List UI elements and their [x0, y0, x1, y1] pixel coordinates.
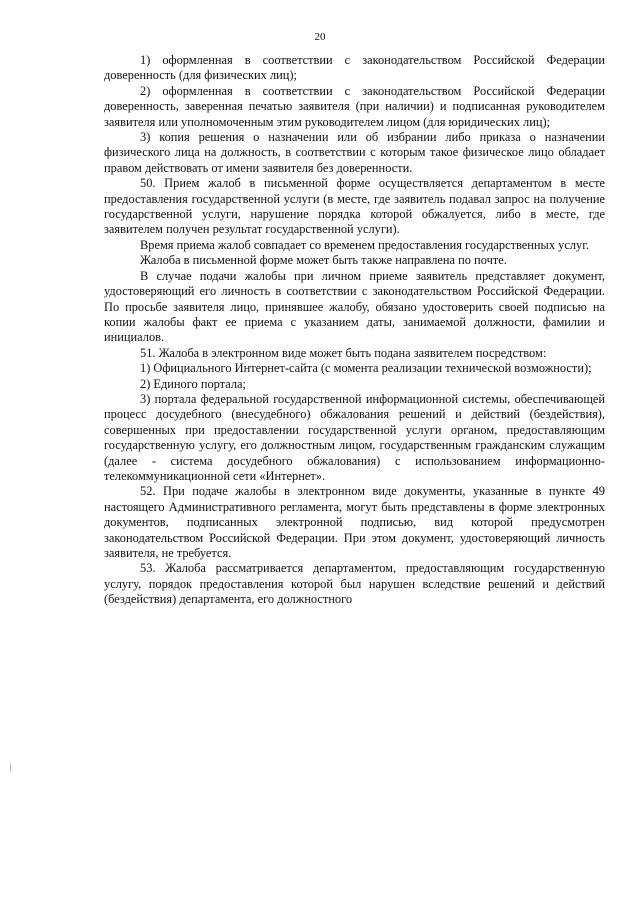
paragraph-51-item-3: 3) портала федеральной государственной информационной системы, обеспечивающей процесс досудебного (внесудебного) обжалования решений и действий (бездействия), совершенных при предоставлении государственной услуги органом, предоставляющим государственную услугу, его должностным лицом, государственным гражданским служащим (далее - система досудебного обжалования) с использованием информационно-телекоммуникационной сети «Интернет». [104, 391, 605, 483]
paragraph-mail: Жалоба в письменной форме может быть также направлена по почте. [140, 253, 507, 268]
page-number: 20 [314, 31, 326, 43]
document-body [104, 53, 605, 608]
paragraph-personal-reception: В случае подачи жалобы при личном приеме заявитель представляет документ, удостоверяющий его личность в соответствии с законодательством Российской Федерации. По просьбе заявителя лицо, принявшее жалобу, обязано удостоверить своей подписью на копии жалобы факт ее приема с указанием даты, занимаемой должности, фамилии и инициалов. [104, 268, 605, 345]
paragraph-52: 52. При подаче жалобы в электронном виде документы, указанные в пункте 49 настоящего Административного регламента, могут быть представлены в форме электронных документов, подписанных электронной подписью, вид которой предусмотрен законодательством Российской Федерации. При этом документ, удостоверяющий личность заявителя, не требуется. [104, 484, 605, 560]
paragraph-50: 50. Прием жалоб в письменной форме осуществляется департаментом в месте предоставления государственной услуги (в месте, где заявитель подавал запрос на получение государственной услуги, нарушение порядка которой обжалуется, либо в месте, где заявителем получен результат государственной услуги). [104, 176, 605, 237]
paragraph-item-3: 3) копия решения о назначении или об избрании либо приказа о назначении физического лица на должность, в соответствии с которым такое физическое лицо обладает правом действовать от имени заявителя без доверенности. [104, 130, 605, 175]
scan-speck [10, 762, 11, 772]
paragraph-reception-time: Время приема жалоб совпадает со временем предоставления государственных услуг. [140, 237, 590, 252]
paragraph-51-item-2: 2) Единого портала; [140, 376, 246, 391]
paragraph-53: 53. Жалоба рассматривается департаментом, предоставляющим государственную услугу, порядок предоставления которой был нарушен вследствие решений и действий (бездействия) департамента, его должностного [104, 561, 605, 607]
paragraph-51: 51. Жалоба в электронном виде может быть подана заявителем посредством: [140, 345, 547, 360]
paragraph-item-1: 1) оформленная в соответствии с законодательством Российской Федерации доверенность (для физических лиц); [104, 53, 605, 83]
paragraph-item-2: 2) оформленная в соответствии с законодательством Российской Федерации доверенность, заверенная печатью заявителя (при наличии) и подписанная руководителем заявителя или уполномоченным этим руководителем лицом (для юридических лиц); [104, 83, 605, 129]
paragraph-51-item-1: 1) Официального Интернет-сайта (с момента реализации технической возможности); [140, 361, 592, 376]
